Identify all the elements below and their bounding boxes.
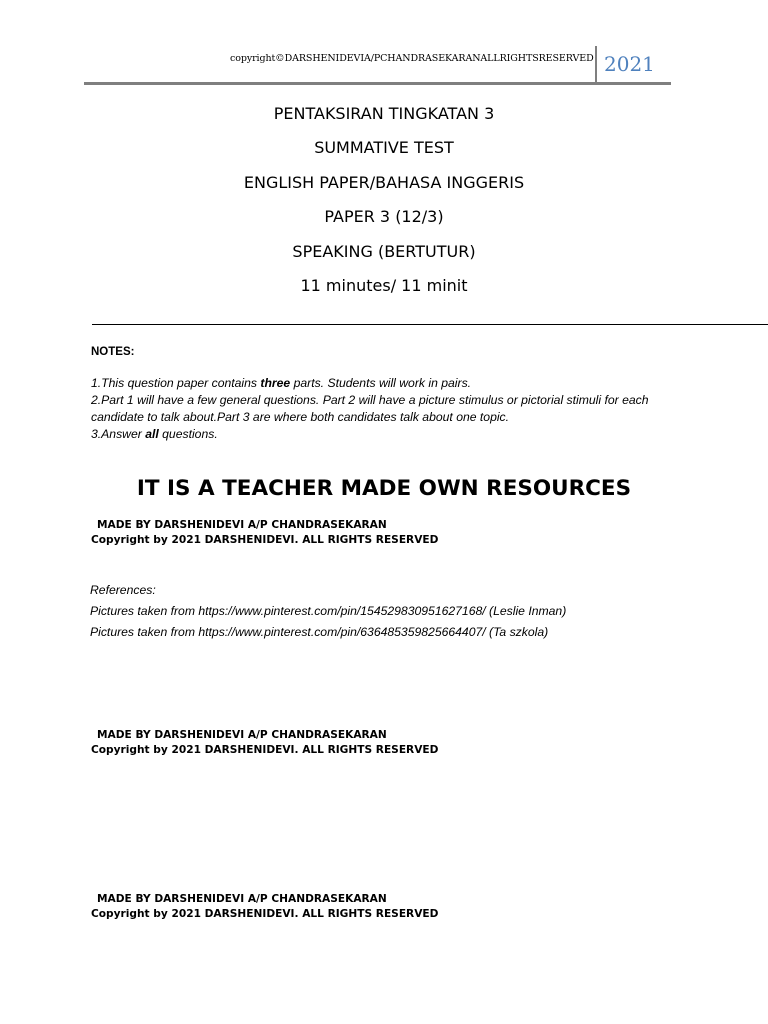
notes-list	[91, 375, 701, 443]
reference-line-2: Pictures taken from https://www.pinterest.com/pin/636485359825664407/ (Ta szkola)	[90, 625, 549, 639]
credit-made-by: MADE BY DARSHENIDEVI A/P CHANDRASEKARAN	[97, 893, 387, 905]
notes-heading: NOTES:	[91, 346, 135, 358]
title-line-paper: PAPER 3 (12/3)	[324, 207, 444, 227]
credit-made-by: MADE BY DARSHENIDEVI A/P CHANDRASEKARAN	[97, 519, 387, 531]
note-item-3	[91, 426, 701, 443]
note-item-1	[91, 375, 701, 392]
reference-line-1: Pictures taken from https://www.pinterest.com/pin/154529830951627168/ (Leslie Inman)	[90, 604, 567, 618]
credit-block-3	[91, 892, 438, 921]
note-1-text: 1.This question paper contains	[91, 376, 261, 390]
credit-made-by: MADE BY DARSHENIDEVI A/P CHANDRASEKARAN	[97, 729, 387, 741]
section-divider	[92, 324, 768, 325]
credit-copyright: Copyright by 2021 DARSHENIDEVI. ALL RIGHTS RESERVED	[91, 743, 439, 756]
references-heading: References:	[90, 583, 156, 597]
credit-copyright: Copyright by 2021 DARSHENIDEVI. ALL RIGHTS RESERVED	[91, 907, 439, 920]
note-item-2: 2.Part 1 will have a few general questions. Part 2 will have a picture stimulus or pictorial stimuli for each candidate to talk about.Part 3 are where both candidates talk about one topic.	[91, 393, 649, 424]
header-year: 2021	[604, 52, 655, 76]
note-3-text-end: questions.	[158, 427, 218, 441]
header-divider	[595, 46, 597, 84]
references	[90, 580, 730, 643]
note-1-text-end: parts. Students will work in pairs.	[290, 376, 472, 390]
credit-block-2	[91, 728, 438, 757]
main-heading: IT IS A TEACHER MADE OWN RESOURCES	[136, 476, 632, 501]
title-line-duration: 11 minutes/ 11 minit	[300, 275, 468, 295]
header-rule	[84, 82, 671, 85]
title-line-exam: PENTAKSIRAN TINGKATAN 3	[273, 104, 495, 123]
note-1-emphasis: three	[260, 376, 291, 390]
title-line-test: SUMMATIVE TEST	[314, 138, 454, 158]
title-block	[0, 103, 768, 309]
credit-block-1	[91, 518, 438, 547]
title-line-subject: ENGLISH PAPER/BAHASA INGGERIS	[243, 172, 525, 192]
note-3-text: 3.Answer	[91, 427, 146, 441]
note-3-emphasis: all	[145, 427, 159, 441]
header-copyright: copyright©DARSHENIDEVIA/PCHANDRASEKARANALLRIGHTSRESERVED	[230, 53, 594, 64]
title-line-component: SPEAKING (BERTUTUR)	[292, 241, 476, 261]
credit-copyright: Copyright by 2021 DARSHENIDEVI. ALL RIGHTS RESERVED	[91, 533, 439, 546]
